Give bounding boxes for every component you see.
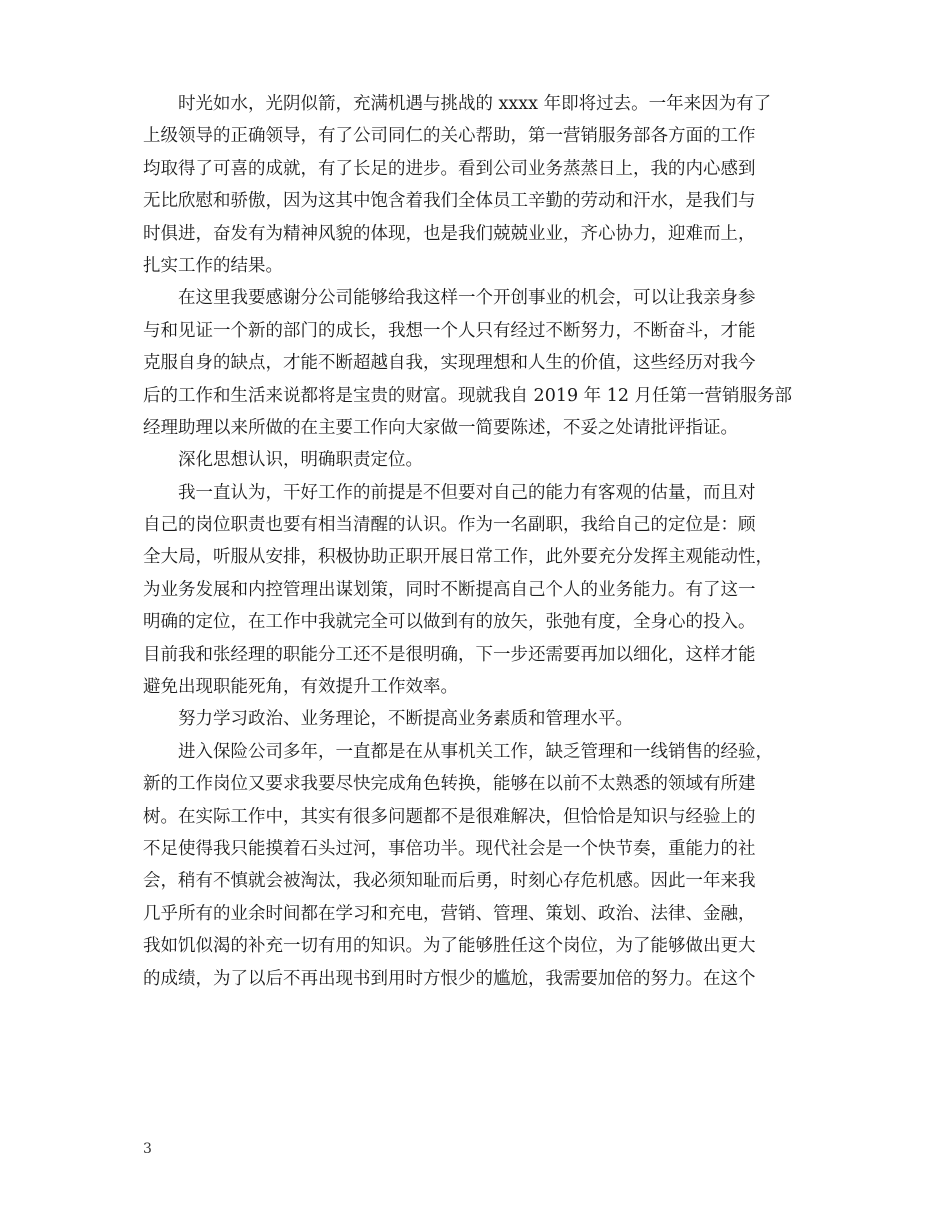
text-line: 上级领导的正确领导，有了公司同仁的关心帮助，第一营销服务部各方面的工作 [143, 126, 756, 147]
text-line: 全大局，听服从安排，积极协助正职开展日常工作，此外要充分发挥主观能动性， [143, 547, 773, 568]
text-line: 为业务发展和内控管理出谋划策，同时不断提高自己个人的业务能力。有了这一 [143, 579, 756, 600]
text-line: 新的工作岗位又要求我要尽快完成角色转换，能够在以前不太熟悉的领域有所建 [143, 774, 756, 795]
text-line: 克服自身的缺点，才能不断超越自我，实现理想和人生的价值，这些经历对我今 [143, 353, 756, 374]
text-line: 在这里我要感谢分公司能够给我这样一个开创事业的机会，可以让我亲身参 [178, 288, 756, 309]
text-line: 会，稍有不慎就会被淘汰，我必须知耻而后勇，时刻心存危机感。因此一年来我 [143, 871, 756, 892]
text-line: 经理助理以来所做的在主要工作向大家做一简要陈述，不妥之处请批评指证。 [143, 417, 738, 438]
text-line: 避免出现职能死角，有效提升工作效率。 [143, 677, 458, 698]
text-line: 深化思想认识，明确职责定位。 [178, 450, 423, 471]
text-line: 扎实工作的结果。 [143, 255, 283, 276]
text-line: 的成绩，为了以后不再出现书到用时方恨少的尴尬，我需要加倍的努力。在这个 [143, 968, 756, 989]
text-line: 树。在实际工作中，其实有很多问题都不是很难解决，但恰恰是知识与经验上的 [143, 806, 756, 827]
page-number: 3 [143, 1141, 152, 1157]
text-line: 时俱进，奋发有为精神风貌的体现，也是我们兢兢业业，齐心协力，迎难而上， [143, 223, 756, 244]
text-line: 几乎所有的业余时间都在学习和充电，营销、管理、策划、政治、法律、金融， [143, 903, 756, 924]
text-line: 我如饥似渴的补充一切有用的知识。为了能够胜任这个岗位，为了能够做出更大 [143, 936, 756, 957]
text-line: 均取得了可喜的成就，有了长足的进步。看到公司业务蒸蒸日上，我的内心感到 [143, 158, 756, 179]
text-line: 目前我和张经理的职能分工还不是很明确，下一步还需要再加以细化，这样才能 [143, 644, 756, 665]
text-line: 后的工作和生活来说都将是宝贵的财富。现就我自 2019 年 12 月任第一营销服务部 [143, 385, 793, 406]
text-line: 努力学习政治、业务理论，不断提高业务素质和管理水平。 [178, 709, 633, 730]
text-line: 明确的定位，在工作中我就完全可以做到有的放矢，张弛有度，全身心的投入。 [143, 612, 756, 633]
text-line: 无比欣慰和骄傲，因为这其中饱含着我们全体员工辛勤的劳动和汗水，是我们与 [143, 191, 756, 212]
text-line: 进入保险公司多年，一直都是在从事机关工作，缺乏管理和一线销售的经验， [178, 741, 773, 762]
body-text [143, 88, 833, 995]
text-line: 我一直认为，干好工作的前提是不但要对自己的能力有客观的估量，而且对 [178, 482, 756, 503]
text-line: 自己的岗位职责也要有相当清醒的认识。作为一名副职，我给自己的定位是：顾 [143, 515, 756, 536]
text-line: 不足使得我只能摸着石头过河，事倍功半。现代社会是一个快节奏，重能力的社 [143, 838, 756, 859]
text-line: 时光如水，光阴似箭，充满机遇与挑战的 xxxx 年即将过去。一年来因为有了 [178, 94, 772, 114]
text-line: 与和见证一个新的部门的成长，我想一个人只有经过不断努力，不断奋斗，才能 [143, 320, 756, 341]
